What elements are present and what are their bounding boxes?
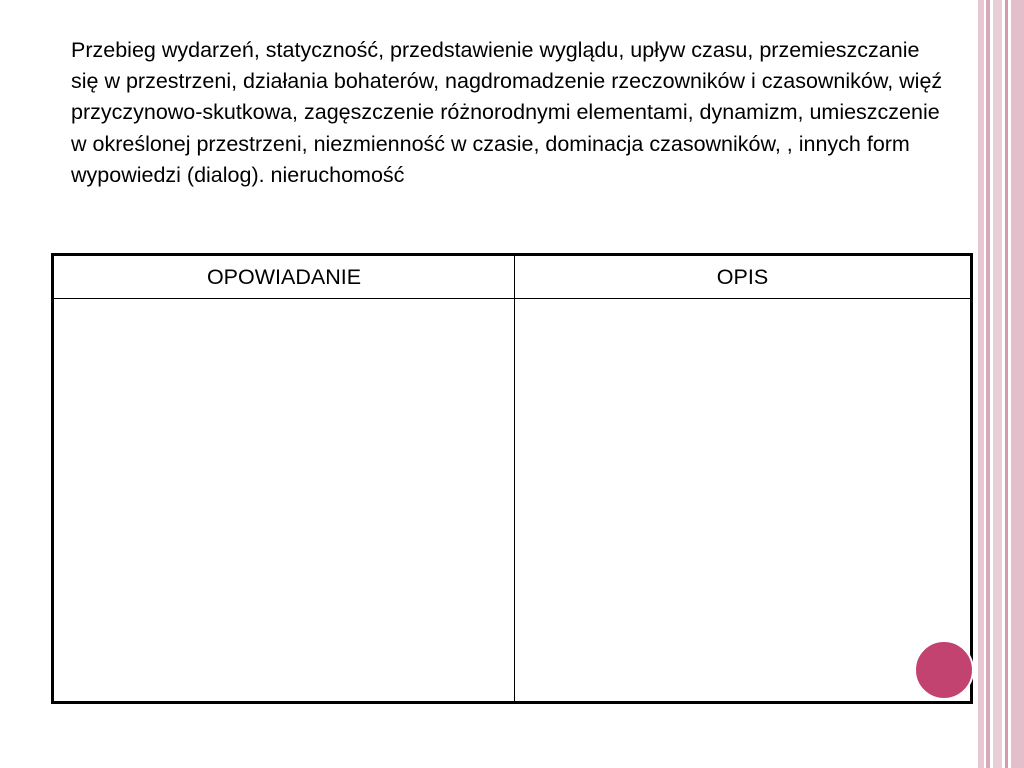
comparison-table [51,253,973,704]
column-header-opis: OPIS [515,255,972,299]
table-row [53,299,972,703]
table-cell-opis [515,299,972,703]
decorative-stripe [1005,0,1008,768]
decorative-stripe [1011,0,1024,768]
decorative-stripe [986,0,990,768]
table-cell-opowiadanie [53,299,515,703]
table-header-row [53,255,972,299]
decorative-stripe [978,0,984,768]
decorative-circle [914,640,974,700]
slide-body-text: Przebieg wydarzeń, statyczność, przedstawienie wyglądu, upływ czasu, przemieszczanie się w przestrzeni, działania bohaterów, nagdromadzenie rzeczowników i czasowników, więź przyczynowo-skutkowa, zagęszczenie różnorodnymi elementami, dynamizm, umieszczenie w określonej przestrzeni, niezmienność w czasie, dominacja czasowników, , innych form wypowiedzi (dialog). nieruchomość [71,38,943,187]
decorative-stripe [993,0,1002,768]
column-header-opowiadanie: OPOWIADANIE [53,255,515,299]
